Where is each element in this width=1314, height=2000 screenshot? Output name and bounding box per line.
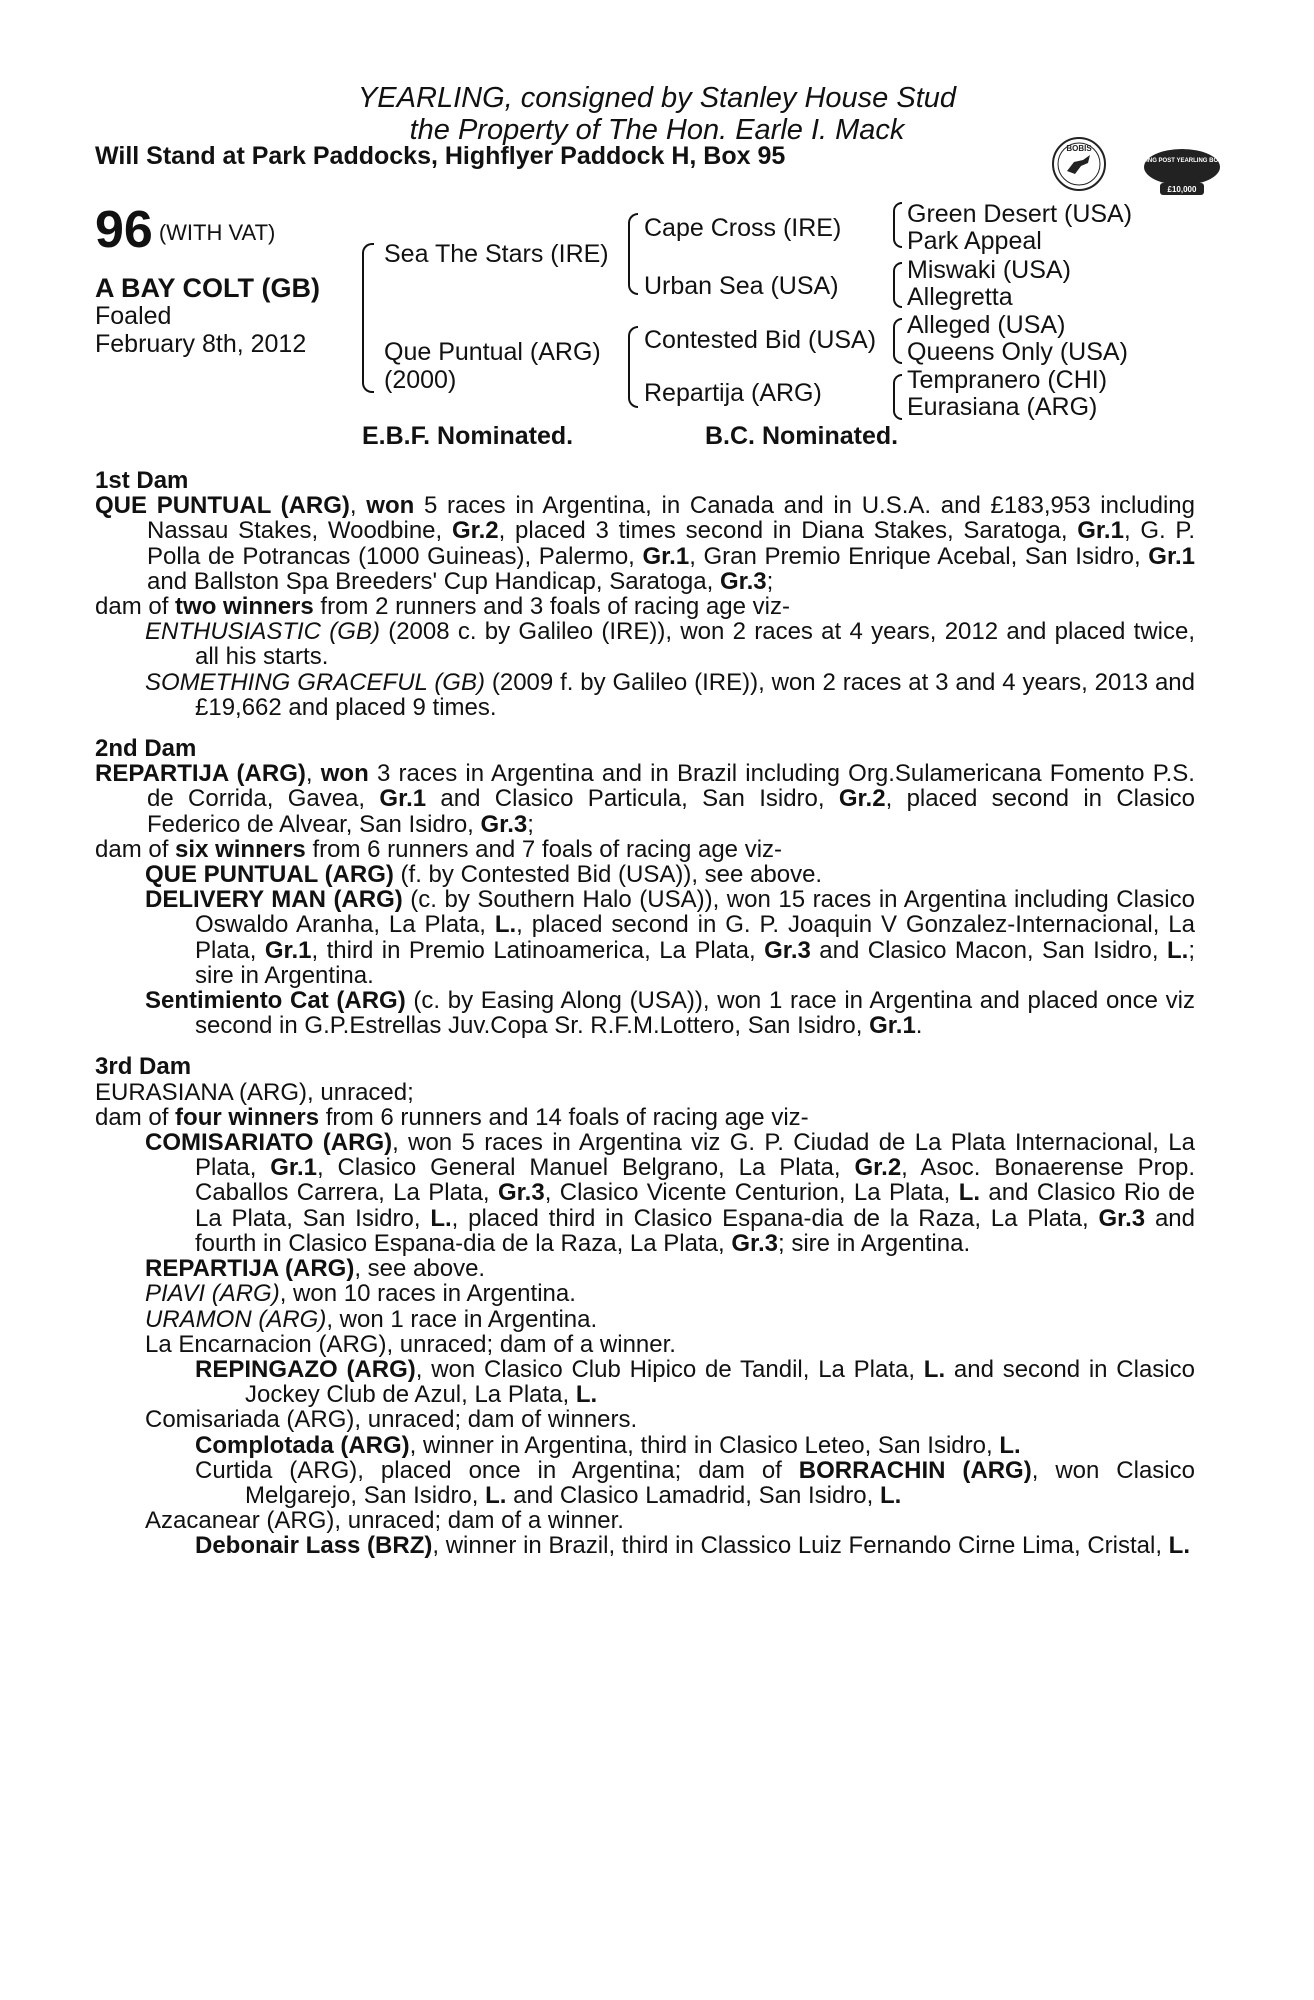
sire-dam: Urban Sea (USA) bbox=[644, 272, 839, 300]
grand-produce-entry: Debonair Lass (BRZ), winner in Brazil, third in Classico Luiz Fernando Cirne Lima, Cristal, L. bbox=[195, 1532, 1190, 1560]
second-dam-produce-summary: dam of six winners from 6 runners and 7 foals of racing age viz- bbox=[95, 835, 783, 863]
lot-number-block bbox=[95, 200, 275, 263]
dam-dam: Repartija (ARG) bbox=[644, 379, 822, 407]
dam-dam-dam: Eurasiana (ARG) bbox=[907, 393, 1098, 421]
lot-number: 96 bbox=[95, 201, 153, 259]
dam-sire-dam: Queens Only (USA) bbox=[907, 338, 1128, 366]
produce-entry: URAMON (ARG), won 1 race in Argentina. bbox=[145, 1305, 598, 1333]
dam-parents-bracket bbox=[628, 326, 638, 408]
bobis-label: BOBIS bbox=[1066, 144, 1092, 153]
grand-produce-entry: Curtida (ARG), placed once in Argentina; dam of BORRACHIN (ARG), won Clasico Melgarejo, San Isidro, L. and Clasico Lamadrid, San Isidro, L. bbox=[195, 1456, 1195, 1509]
sire-parents-bracket bbox=[628, 213, 638, 295]
first-dam-heading: 1st Dam bbox=[95, 467, 189, 494]
produce-entry: PIAVI (ARG), won 10 races in Argentina. bbox=[145, 1280, 576, 1308]
sire-dam-sire: Miswaki (USA) bbox=[907, 256, 1071, 284]
grand-produce-entry: Complotada (ARG), winner in Argentina, third in Clasico Leteo, San Isidro, L. bbox=[195, 1431, 1021, 1459]
produce-entry: DELIVERY MAN (ARG) (c. by Southern Halo (USA)), won 15 races in Argentina including Clasico Oswaldo Aranha, La Plata, L., placed second in G. P. Joaquin V Gonzalez-Internacional, La Plata, Gr.1, third in Premio Latinoamerica, La Plata, Gr.3 and Clasico Macon, San Isidro, L.; sire in Argentina. bbox=[145, 886, 1195, 989]
racing-post-label: RACING POST YEARLING BONUS bbox=[1133, 158, 1231, 164]
vat-note: (WITH VAT) bbox=[158, 220, 276, 246]
sire-sire: Cape Cross (IRE) bbox=[644, 214, 842, 242]
ebf-nominated: E.B.F. Nominated. bbox=[362, 422, 574, 450]
produce-entry: Sentimiento Cat (ARG) (c. by Easing Along (USA)), won 1 race in Argentina and placed once viz second in G.P.Estrellas Juv.Copa Sr. R.F.M.Lottero, San Isidro, Gr.1. bbox=[145, 987, 1195, 1040]
racing-post-bonus-icon bbox=[1133, 145, 1231, 199]
third-dam-record: EURASIANA (ARG), unraced; bbox=[95, 1078, 414, 1106]
dam: Que Puntual (ARG) bbox=[384, 338, 601, 366]
foaled-label: Foaled bbox=[95, 302, 172, 330]
produce-entry: ENTHUSIASTIC (GB) (2008 c. by Galileo (IRE)), won 2 races at 4 years, 2012 and placed twice, all his starts. bbox=[145, 618, 1196, 671]
sire-sire-sire: Green Desert (USA) bbox=[907, 200, 1133, 228]
bracket-3a bbox=[893, 202, 902, 248]
produce-entry: COMISARIATO (ARG), won 5 races in Argentina viz G. P. Ciudad de La Plata Internacional, La Plata, Gr.1, Clasico General Manuel Belgrano, La Plata, Gr.2, Asoc. Bonaerense Prop. Caballos Carrera, La Plata, Gr.3, Clasico Vicente Centurion, La Plata, L. and Clasico Rio de La Plata, San Isidro, L., placed third in Clasico Espana-dia de la Raza, La Plata, Gr.3 and fourth in Clasico Espana-dia de la Raza, La Plata, Gr.3; sire in Argentina. bbox=[145, 1129, 1196, 1257]
consignment-line: YEARLING, consigned by Stanley House Stud bbox=[357, 82, 957, 114]
produce-entry: QUE PUNTUAL (ARG) (f. by Contested Bid (USA)), see above. bbox=[145, 861, 823, 889]
dam-sire: Contested Bid (USA) bbox=[644, 326, 877, 354]
third-dam-produce-summary: dam of four winners from 6 runners and 14 foals of racing age viz- bbox=[95, 1103, 809, 1131]
dam-dam-sire: Tempranero (CHI) bbox=[907, 366, 1108, 394]
produce-entry: SOMETHING GRACEFUL (GB) (2009 f. by Galileo (IRE)), won 2 races at 3 and 4 years, 2013 and £19,662 and placed 9 times. bbox=[145, 668, 1195, 721]
dam-sire-sire: Alleged (USA) bbox=[907, 311, 1066, 339]
third-dam-heading: 3rd Dam bbox=[95, 1053, 192, 1081]
produce-entry: Azacanear (ARG), unraced; dam of a winner. bbox=[145, 1507, 624, 1535]
bracket-3b bbox=[893, 262, 902, 308]
second-dam-heading: 2nd Dam bbox=[95, 735, 197, 763]
bracket-3d bbox=[893, 374, 902, 420]
produce-entry: La Encarnacion (ARG), unraced; dam of a winner. bbox=[145, 1330, 676, 1358]
first-dam-record: QUE PUNTUAL (ARG), won 5 races in Argentina, in Canada and in U.S.A. and £183,953 including Nassau Stakes, Woodbine, Gr.2, placed 3 times second in Diana Stakes, Saratoga, Gr.1, G. P. Polla de Potrancas (1000 Guineas), Palermo, Gr.1, Gran Premio Enrique Acebal, San Isidro, Gr.1 and Ballston Spa Breeders' Cup Handicap, Saratoga, Gr.3; bbox=[95, 492, 1195, 595]
pedigree-notes bbox=[95, 468, 1195, 1559]
bracket-3c bbox=[893, 318, 902, 364]
bobis-badge-icon bbox=[1050, 135, 1108, 193]
produce-entry: REPARTIJA (ARG), see above. bbox=[145, 1255, 486, 1283]
sire-sire-dam: Park Appeal bbox=[907, 227, 1042, 255]
stand-location: Will Stand at Park Paddocks, Highflyer Paddock H, Box 95 bbox=[95, 142, 786, 170]
sire: Sea The Stars (IRE) bbox=[384, 240, 609, 268]
bc-nominated: B.C. Nominated. bbox=[705, 422, 899, 450]
dam-year: (2000) bbox=[384, 366, 457, 394]
lot-description: A BAY COLT (GB) bbox=[95, 273, 321, 303]
bonus-amount: £10,000 bbox=[1167, 185, 1197, 194]
first-dam-produce-summary: dam of two winners from 2 runners and 3 foals of racing age viz- bbox=[95, 593, 790, 621]
produce-entry: Comisariada (ARG), unraced; dam of winners. bbox=[145, 1406, 638, 1434]
property-line: the Property of The Hon. Earle I. Mack bbox=[409, 114, 905, 146]
second-dam-record: REPARTIJA (ARG), won 3 races in Argentina and in Brazil including Org.Sulamericana Fomento P.S. de Corrida, Gavea, Gr.1 and Clasico Particula, San Isidro, Gr.2, placed second in Clasico Federico de Alvear, San Isidro, Gr.3; bbox=[95, 760, 1196, 838]
sire-dam-dam: Allegretta bbox=[907, 283, 1013, 311]
grand-produce-entry: REPINGAZO (ARG), won Clasico Club Hipico de Tandil, La Plata, L. and second in Clasico Jockey Club de Azul, La Plata, L. bbox=[195, 1355, 1195, 1409]
foaled-date: February 8th, 2012 bbox=[95, 330, 307, 358]
sire-dam-bracket bbox=[362, 243, 374, 393]
